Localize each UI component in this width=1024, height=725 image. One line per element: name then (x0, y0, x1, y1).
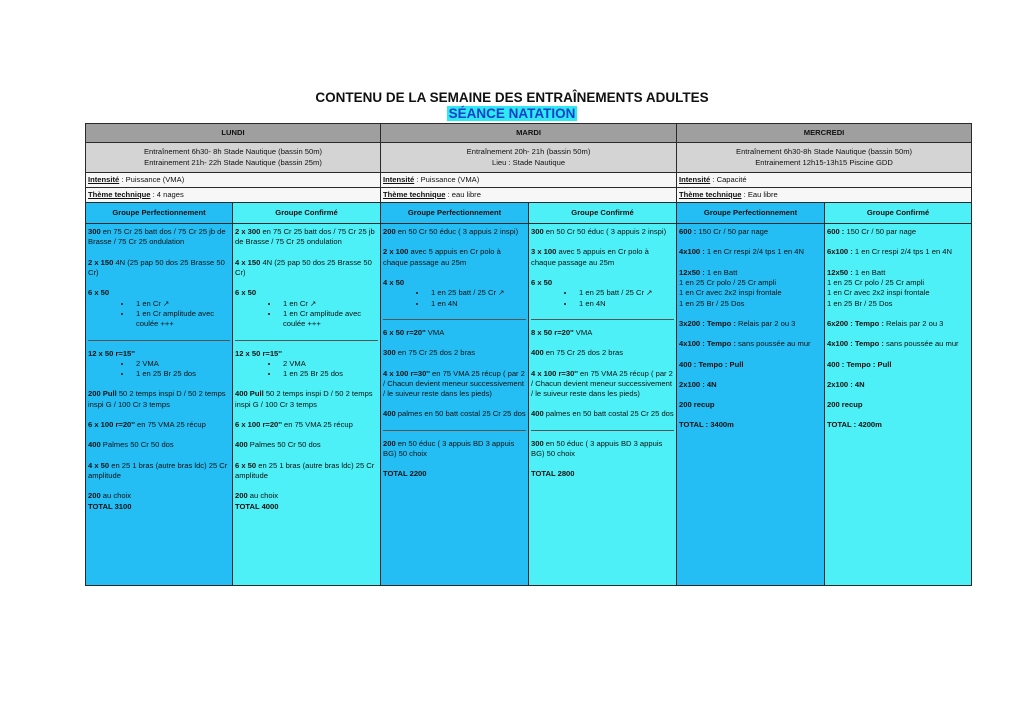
text-mardi-conf-b1: en 50 Cr 50 éduc ( 3 appuis 2 inspi) (543, 227, 667, 236)
text-merc-conf-b2: 1 en Cr respi 2/4 tps 1 en 4N (852, 247, 952, 257)
text-lundi-conf-b2b: 4 x 150 (235, 257, 261, 267)
text-days-0-theme: : 4 nages (150, 189, 184, 199)
workout-block (531, 348, 674, 358)
text-merc-perf-b6b: 400 : Tempo : Pull (679, 359, 744, 369)
text-mardi-conf-b3-li1: • 1 en 25 batt / 25 Cr ↗ (575, 288, 674, 298)
text-days-2-info-0: Entraînement 6h30-8h Stade Nautique (bassin 50m) (736, 147, 913, 157)
text-lundi-conf-b8b: 6 x 50 (235, 460, 257, 470)
text-lundi-conf-b9: au choix (247, 491, 279, 501)
workout-block (88, 420, 230, 430)
text-mardi-perf-b2: avec 5 appuis en Cr polo à chaque passage au 25m (383, 247, 501, 267)
divider (383, 319, 526, 320)
text-lundi-perf-b6: en 75 VMA 25 récup (134, 420, 206, 430)
text-lundi-perf-b7b: 400 (88, 440, 101, 450)
group-header-conf-mardi: Groupe Confirmé (529, 203, 677, 224)
text-merc-conf-b3-l3: 1 en Cr avec 2x2 inspi frontale (827, 288, 930, 298)
text-lundi-perf-b7: Palmes 50 Cr 50 dos (100, 440, 174, 450)
text-lundi-perf-b3-li2: • 1 en Cr amplitude avec coulée +++ (132, 309, 230, 330)
text-merc-perf-b5: sans poussée au mur (735, 339, 811, 349)
text-lundi-perf-b4-li2: • 1 en 25 Br 25 dos (132, 369, 230, 379)
text-merc-conf-b8b: 200 recup (827, 400, 863, 410)
day-header-row (86, 124, 972, 143)
text-mardi-perf-b1: en 50 Cr 50 éduc ( 3 appuis 2 inspi) (395, 227, 519, 236)
workout-block (88, 288, 230, 298)
session-info-row (86, 143, 972, 173)
intensity-lundi (86, 173, 381, 188)
workout-block (531, 409, 674, 419)
technique-theme-row (86, 188, 972, 203)
workout-mercredi-conf (825, 224, 972, 586)
text-lundi-conf-b9b: 200 (235, 491, 248, 501)
workout-block (235, 227, 378, 248)
workout-block (383, 369, 526, 400)
workout-block (827, 247, 969, 257)
text-lundi-perf-b8: en 25 1 bras (autre bras ldc) 25 Cr amplitude (88, 460, 228, 480)
workout-mercredi-perf (677, 224, 825, 586)
workout-block (679, 400, 822, 410)
total-lundi-conf: TOTAL 4000 (235, 501, 279, 511)
divider (88, 340, 230, 341)
bullet-list (235, 299, 378, 330)
text-mardi-perf-b8: en 50 éduc ( 3 appuis BD 3 appuis BG) 50 choix (383, 438, 515, 459)
workout-block (679, 360, 822, 370)
text-mardi-conf-b3-li2: • 1 en 4N (575, 299, 674, 309)
group-header-perf-lundi: Groupe Perfectionnement (86, 203, 233, 224)
workout-lundi-conf (233, 224, 381, 586)
workout-block (88, 227, 230, 248)
text-mardi-perf-b7: palmes en 50 batt costal 25 Cr 25 dos (395, 409, 526, 419)
intensity-mardi (381, 173, 677, 188)
text-lundi-conf-b5b: 400 Pull (235, 389, 264, 399)
text-lundi-conf-b4b: 12 x 50 r=15'' (235, 348, 282, 358)
workout-block (383, 409, 526, 419)
text-mardi-perf-b4: VMA (425, 327, 445, 337)
workout-block (827, 339, 969, 349)
workout-block (235, 461, 378, 482)
workout-block (383, 348, 526, 358)
divider (383, 430, 526, 431)
session-info-mercredi (677, 143, 972, 173)
text-merc-perf-b3b: 12x50 : (679, 267, 705, 277)
text-merc-conf-b2b: 6x100 : (827, 247, 853, 257)
bullet-list (383, 288, 526, 309)
text-merc-perf-b3-l3: 1 en Cr avec 2x2 inspi frontale (679, 288, 782, 298)
text-mardi-conf-b2: avec 5 appuis en Cr polo à chaque passage au 25m (531, 247, 649, 267)
text-days-1-info-1: Lieu : Stade Nautique (492, 157, 566, 167)
text-lundi-perf-b4-li1: • 2 VMA (132, 359, 230, 369)
text-lundi-conf-b8: en 25 1 bras (autre bras ldc) 25 Cr amplitude (235, 460, 375, 480)
text-lundi-conf-b7b: 400 (235, 440, 248, 450)
text-mardi-perf-b3-li2: • 1 en 4N (427, 299, 526, 309)
intensity-row (86, 173, 972, 188)
workout-block (531, 247, 674, 268)
group-header-row (86, 203, 972, 224)
document-subtitle: SÉANCE NATATION (448, 106, 576, 121)
group-header-perf-mardi: Groupe Perfectionnement (381, 203, 529, 224)
text-mardi-conf-b8: en 50 éduc ( 3 appuis BD 3 appuis BG) 50 choix (531, 438, 663, 459)
session-info-mardi (381, 143, 677, 173)
text-merc-perf-b3: 1 en Batt (704, 267, 738, 277)
text-mardi-perf-b3b: 4 x 50 (383, 277, 405, 287)
bullet-list (235, 359, 378, 380)
workout-block (235, 349, 378, 359)
text-days-1-intensite-label: Intensité (383, 174, 415, 184)
text-lundi-conf-b5: 50 2 temps inspi D / 50 2 temps inspi G / 100 Cr 3 temps (235, 389, 373, 409)
workout-mardi-conf (529, 224, 677, 586)
text-lundi-perf-b4b: 12 x 50 r=15'' (88, 348, 135, 358)
total-mardi-conf: TOTAL 2800 (531, 469, 575, 479)
text-merc-conf-b1b: 600 : (827, 227, 845, 236)
workout-block (827, 360, 969, 370)
day-header-mardi: MARDI (381, 124, 677, 143)
document-title: CONTENU DE LA SEMAINE DES ENTRAÎNEMENTS ADULTES (315, 90, 709, 105)
text-merc-perf-b8b: 200 recup (679, 400, 715, 410)
theme-lundi (86, 188, 381, 203)
text-mardi-perf-b2b: 2 x 100 (383, 247, 409, 257)
text-lundi-perf-b1: en 75 Cr 25 batt dos / 75 Cr 25 jb de Brasse / 75 Cr 25 ondulation (88, 227, 226, 247)
workout-block (235, 258, 378, 279)
text-lundi-perf-b3b: 6 x 50 (88, 288, 110, 298)
text-mardi-conf-b4: VMA (573, 327, 593, 337)
text-merc-perf-b5b: 4x100 : Tempo : (679, 339, 736, 349)
workout-block (88, 349, 230, 359)
text-lundi-conf-b4-li2: • 1 en 25 Br 25 dos (279, 369, 378, 379)
divider (531, 319, 674, 320)
theme-mercredi (677, 188, 972, 203)
text-days-0-intensite-label: Intensité (88, 174, 120, 184)
group-header-conf-lundi: Groupe Confirmé (233, 203, 381, 224)
workout-block (531, 278, 674, 288)
text-merc-perf-b4b: 3x200 : Tempo : (679, 318, 736, 328)
workout-block (88, 491, 230, 501)
text-mardi-conf-b8b: 300 (531, 438, 544, 448)
text-days-0-theme-label: Thème technique (88, 189, 151, 199)
text-merc-conf-b3b: 12x50 : (827, 267, 853, 277)
text-merc-conf-b7b: 2x100 : 4N (827, 379, 865, 389)
workout-block (383, 247, 526, 268)
workout-lundi-perf (86, 224, 233, 586)
text-merc-perf-b3-l4: 1 en 25 Br / 25 Dos (679, 298, 745, 308)
workout-block (235, 420, 378, 430)
workout-block (383, 278, 526, 288)
text-days-0-intensite: : Puissance (VMA) (119, 174, 185, 184)
text-mardi-conf-b5b: 400 (531, 348, 544, 358)
text-lundi-perf-b5: 50 2 temps inspi D / 50 2 temps inspi G / 100 Cr 3 temps (88, 389, 226, 409)
text-mardi-conf-b5: en 75 Cr 25 dos 2 bras (543, 348, 624, 358)
text-merc-conf-b1: 150 Cr / 50 par nage (844, 227, 917, 236)
workout-block (88, 258, 230, 279)
text-mardi-perf-b5: en 75 Cr 25 dos 2 bras (395, 348, 476, 358)
workout-block (235, 288, 378, 298)
text-mardi-perf-b6: en 75 VMA 25 récup ( par 2 / Chacun devient meneur successivement / le suiveur reste dans les pieds) (383, 368, 525, 399)
text-merc-conf-b4b: 6x200 : Tempo : (827, 318, 884, 328)
workout-block (235, 389, 378, 410)
total-mercredi-perf: TOTAL : 3400m (679, 420, 734, 430)
divider (531, 430, 674, 431)
text-lundi-conf-b6b: 6 x 100 r=20'' (235, 420, 282, 430)
text-mardi-perf-b7b: 400 (383, 409, 396, 419)
text-lundi-perf-b5b: 200 Pull (88, 389, 117, 399)
workout-block (235, 440, 378, 450)
workout-block (827, 268, 969, 309)
text-mardi-conf-b2b: 3 x 100 (531, 247, 557, 257)
workout-block (679, 247, 822, 257)
text-lundi-perf-b3-li1: • 1 en Cr ↗ (132, 299, 230, 309)
text-mardi-perf-b8b: 200 (383, 438, 396, 448)
workout-block (383, 439, 526, 460)
text-lundi-conf-b6: en 75 VMA 25 récup (281, 420, 353, 430)
text-lundi-conf-b4-li1: • 2 VMA (279, 359, 378, 369)
text-lundi-perf-b8b: 4 x 50 (88, 460, 110, 470)
text-days-2-theme-label: Thème technique (679, 189, 742, 199)
workout-block (88, 461, 230, 482)
workout-block (827, 400, 969, 410)
training-table (85, 123, 972, 586)
workout-block (679, 339, 822, 349)
text-lundi-conf-b1: en 75 Cr 25 batt dos / 75 Cr 25 jb de Brasse / 75 Cr 25 ondulation (235, 227, 375, 247)
text-mardi-conf-b3b: 6 x 50 (531, 277, 553, 287)
workout-block (88, 440, 230, 450)
workout-mardi-perf (381, 224, 529, 586)
text-days-1-info-0: Entraînement 20h- 21h (bassin 50m) (466, 147, 591, 157)
workout-block (679, 268, 822, 309)
text-merc-conf-b3: 1 en Batt (852, 267, 886, 277)
text-merc-perf-b3-l2: 1 en 25 Cr polo / 25 Cr ampli (679, 277, 777, 287)
workout-block (531, 328, 674, 338)
day-header-mercredi: MERCREDI (677, 124, 972, 143)
workout-block (679, 319, 822, 329)
text-merc-conf-b5: sans poussée au mur (883, 339, 959, 349)
text-mardi-perf-b5b: 300 (383, 348, 396, 358)
intensity-mercredi (677, 173, 972, 188)
text-lundi-conf-b2: 4N (25 pap 50 dos 25 Brasse 50 Cr) (235, 257, 372, 277)
text-lundi-conf-b7: Palmes 50 Cr 50 dos (247, 440, 321, 450)
workout-block (383, 328, 526, 338)
text-days-2-info-1: Entrainement 12h15-13h15 Piscine GDD (755, 157, 893, 167)
text-days-2-theme: : Eau libre (741, 189, 778, 199)
text-lundi-perf-b2b: 2 x 150 (88, 257, 114, 267)
text-merc-conf-b3-l4: 1 en 25 Br / 25 Dos (827, 298, 893, 308)
text-merc-conf-b4: Relais par 2 ou 3 (883, 318, 944, 328)
text-mardi-perf-b6b: 4 x 100 r=30'' (383, 368, 430, 378)
text-lundi-perf-b2: 4N (25 pap 50 dos 25 Brasse 50 Cr) (88, 257, 225, 277)
workout-block (383, 227, 526, 237)
text-merc-perf-b2: 1 en Cr respi 2/4 tps 1 en 4N (704, 247, 804, 257)
text-days-1-theme-label: Thème technique (383, 189, 446, 199)
bullet-list (531, 288, 674, 309)
text-lundi-conf-b1b: 2 x 300 (235, 227, 261, 236)
text-merc-perf-b1: 150 Cr / 50 par nage (696, 227, 769, 236)
bullet-list (88, 299, 230, 330)
text-lundi-perf-b9b: 200 (88, 491, 101, 501)
text-mardi-perf-b4b: 6 x 50 r=20'' (383, 327, 426, 337)
day-header-lundi: LUNDI (86, 124, 381, 143)
text-lundi-perf-b9: au choix (100, 491, 132, 501)
text-mardi-perf-b1b: 200 (383, 227, 396, 236)
text-merc-perf-b7b: 2x100 : 4N (679, 379, 717, 389)
bullet-list (88, 359, 230, 380)
text-mardi-conf-b7: palmes en 50 batt costal 25 Cr 25 dos (543, 409, 674, 419)
text-mardi-conf-b4b: 8 x 50 r=20'' (531, 327, 574, 337)
text-merc-perf-b2b: 4x100 : (679, 247, 705, 257)
session-info-lundi (86, 143, 381, 173)
text-merc-perf-b4: Relais par 2 ou 3 (735, 318, 796, 328)
text-days-0-info-0: Entraînement 6h30- 8h Stade Nautique (bassin 50m) (143, 147, 323, 157)
text-mardi-conf-b7b: 400 (531, 409, 544, 419)
text-mardi-conf-b6: en 75 VMA 25 récup ( par 2 / Chacun devient meneur successivement / le suiveur reste dans les pieds) (531, 368, 673, 399)
workout-block (679, 380, 822, 390)
text-merc-conf-b3-l2: 1 en 25 Cr polo / 25 Cr ampli (827, 277, 925, 287)
text-mardi-perf-b3-li1: • 1 en 25 batt / 25 Cr ↗ (427, 288, 526, 298)
total-mardi-perf: TOTAL 2200 (383, 469, 427, 479)
group-header-perf-mercredi: Groupe Perfectionnement (677, 203, 825, 224)
workout-block (531, 439, 674, 460)
text-merc-conf-b5b: 4x100 : Tempo : (827, 339, 884, 349)
workout-block (827, 380, 969, 390)
workout-block (531, 369, 674, 400)
text-days-2-intensite: : Capacité (710, 174, 747, 184)
text-mardi-conf-b1b: 300 (531, 227, 544, 236)
workout-block (827, 319, 969, 329)
text-lundi-perf-b1b: 300 (88, 227, 101, 236)
text-merc-perf-b1b: 600 : (679, 227, 697, 236)
text-mardi-conf-b6b: 4 x 100 r=30'' (531, 368, 578, 378)
text-lundi-conf-b3-li2: • 1 en Cr amplitude avec coulée +++ (279, 309, 378, 330)
theme-mardi (381, 188, 677, 203)
text-days-1-intensite: : Puissance (VMA) (414, 174, 480, 184)
text-days-0-info-1: Entrainement 21h- 22h Stade Nautique (bassin 25m) (144, 157, 322, 167)
workout-block (679, 227, 822, 237)
text-lundi-conf-b3-li1: • 1 en Cr ↗ (279, 299, 378, 309)
text-lundi-perf-b6b: 6 x 100 r=20'' (88, 420, 135, 430)
text-merc-conf-b6b: 400 : Tempo : Pull (827, 359, 892, 369)
workout-content-row (86, 224, 972, 586)
workout-block (531, 227, 674, 237)
total-lundi-perf: TOTAL 3100 (88, 501, 132, 511)
workout-block (88, 389, 230, 410)
divider (235, 340, 378, 341)
workout-block (235, 491, 378, 501)
workout-block (827, 227, 969, 237)
total-mercredi-conf: TOTAL : 4200m (827, 420, 882, 430)
text-days-2-intensite-label: Intensité (679, 174, 711, 184)
text-lundi-conf-b3b: 6 x 50 (235, 288, 257, 298)
text-days-1-theme: : eau libre (445, 189, 481, 199)
group-header-conf-mercredi: Groupe Confirmé (825, 203, 972, 224)
